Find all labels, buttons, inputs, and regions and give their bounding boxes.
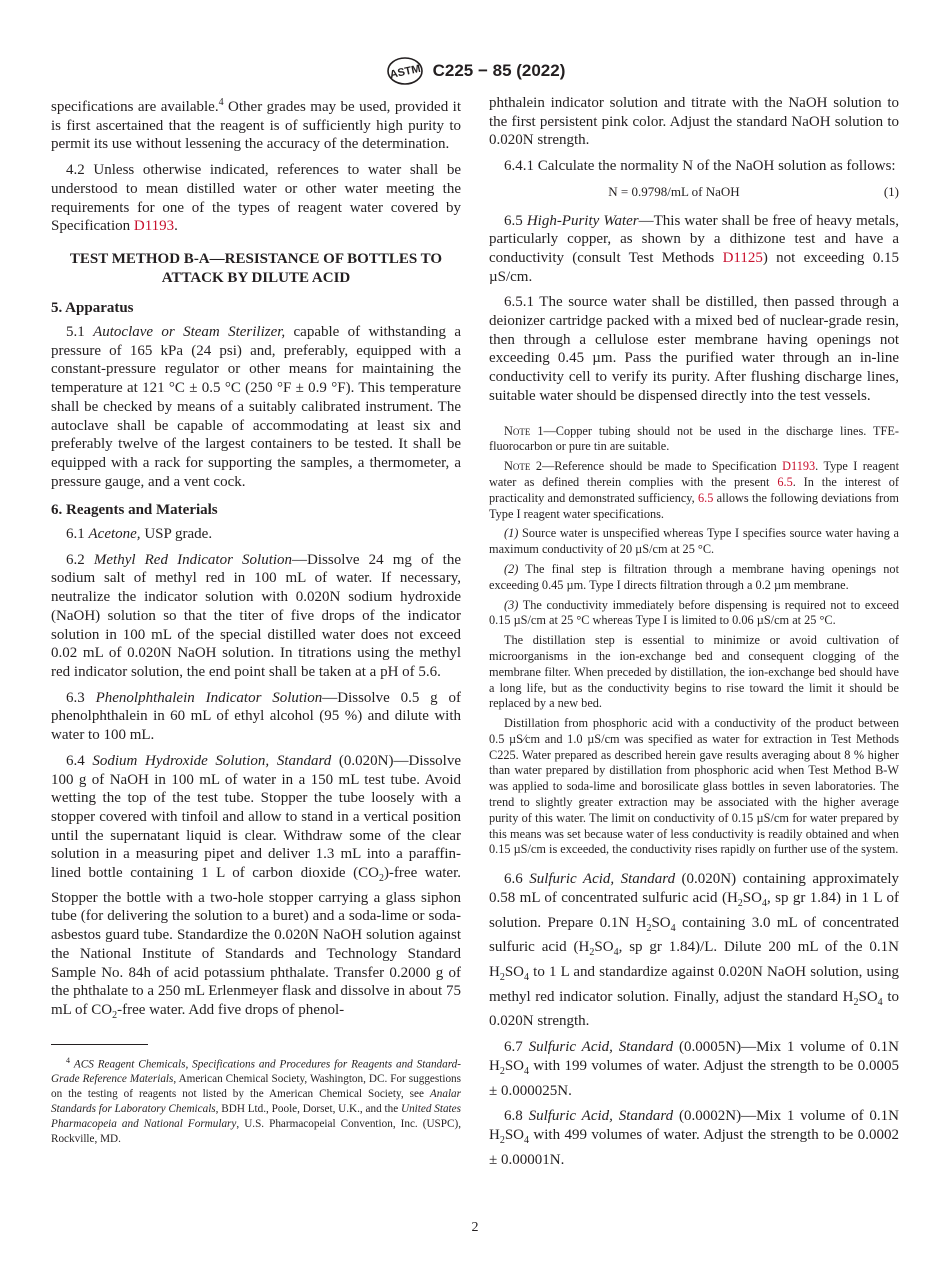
equation-body: N = 0.9798/mL of NaOH [608, 183, 740, 199]
paragraph-6-8: 6.8 Sulfuric Acid, Standard (0.0002N)—Mix 1 volume of 0.1N $H_2SO_4$ with 499 volumes of water. Adjust the strength to be 0.0002 ± 0.00001N. [489, 1108, 900, 1168]
footnote-ref: 4 [218, 97, 224, 108]
footnote-4: $^4$ ACS Reagent Chemicals, Specifications and Procedures for Reagents and Standard-Grade Reference Materials, American Chemical Society, Washington, DC. For suggestions on the testing of reagents not listed by the American Chemical Society, see Analar Standards for Laboratory Chemicals, BDH Ltd., Poole, Dorset, U.K., and the United States Pharmacopeia and National Formulary, U.S. Pharmacopeial Convention, Inc. (USPC), Rockville, MD. [51, 1055, 461, 1146]
equation-number: (1) [883, 183, 899, 199]
paragraph-6-1: 6.1 Acetone, USP grade. [66, 526, 213, 543]
paragraph-6-3: 6.3 Phenolphthalein Indicator Solution—Dissolve 0.5 g of phenolphthalein in 60 mL of ethyl alcohol (95 %) and dilute with water to 100 mL. [51, 689, 462, 744]
paragraph-6-4-1: 6.4.1 Calculate the normality N of the NaOH solution as follows: [504, 158, 896, 175]
paragraph-6-4: 6.4 Sodium Hydroxide Solution, Standard (0.020N)—Dissolve 100 g of NaOH in 100 mL of water in a 150 mL test tube. Avoid wetting the top of the test tube. Stopper the tube loosely with a stopper covered with tinfoil and allow to stand in a vertical position until the supernatant liquid is clear. Withdraw some of the clear solution in a measuring pipet and deliver 1.3 mL into a paraffin-lined bottle containing 1 L of carbon dioxide $(CO_2)$-free water. Stopper the bottle with a two-hole stopper carrying a glass siphon tube (for delivering the solution to a buret) and a soda-lime or soda-asbestos guard tube. Standardize the 0.020N NaOH solution against the National Institute of Standards and Technology Standard Sample No. 84h of acid potassium phthalate. Transfer 0.2000 g of the phthalate to a 250 mL Erlenmeyer flask and dissolve in about 75 mL of $CO_2$-free water. Add five drops of phenol- [51, 752, 461, 1021]
paragraph-6-2: 6.2 Methyl Red Indicator Solution—Dissolve 24 mg of the sodium salt of methyl red in 100 mL of water. If necessary, neutralize the indicator solution with 0.020N sodium hydroxide (NaOH) solution so that the titer of five drops of the indicator solution in 100 mL of the special distilled water does not exceed 0.02 mL of 0.020N NaOH solution. In titrations using the methyl red indicator solution, the end point shall be taken at a pH of 5.6. [51, 551, 461, 680]
note-1: Note 1—Copper tubing should not be used in the discharge lines. TFE-fluorocarbon or pure tin are suitable. [489, 423, 899, 454]
section-5-heading: 5. Apparatus [51, 300, 134, 317]
footnote-divider [51, 1044, 148, 1045]
note-2-item-3: (3) The conductivity immediately before dispensing is required not to exceed 0.15 µS/cm at 25 °C whereas Type I is limited to 0.06 µS/cm at 25 °C. [489, 597, 899, 628]
astm-logo-icon [385, 56, 425, 86]
paragraph-4-2: 4.2 Unless otherwise indicated, references to water shall be understood to mean distilled water or other water meeting the requirements for one of the types of reagent water covered by Specification D1193. [51, 162, 461, 235]
equation-1 [489, 183, 899, 202]
link-d1193-note[interactable]: D1193 [782, 459, 816, 474]
page-header [0, 56, 950, 86]
page-number: 2 [471, 1220, 479, 1235]
paragraph-6-5-1: 6.5.1 The source water shall be distilled, then passed through a deionizer cartridge packed with a mixed bed of nuclear-grade resin, then through a cellulose ester membrane having openings not exceeding 0.45 µm. Pass the purified water through an in-line conductivity cell to verify its purity. After flushing discharge lines, suitable water should be dispensed directly into the test vessels. [489, 294, 899, 404]
note-2-item-2: (2) The final step is filtration through a membrane having openings not exceeding 0.45 µm. Type I directs filtration through a 0.2 µm membrane. [489, 561, 899, 592]
link-d1193[interactable]: D1193 [133, 218, 175, 235]
note-2-paragraph-b: Distillation from phosphoric acid with a conductivity of the product between 0.5 µS⁄cm and 1.0 µS/cm was specified as water for extraction in Test Methods C225. Water prepared as described herein gave results averaging about 8 % higher than water prepared by distillation from phosphoric acid when Test Method B-W was applied to soda-lime and borosilicate glass bottles in seven laboratories. The trend to slightly greater extraction may be associated with the higher average purity of this water. The limit on conductivity of 0.15 µS/cm for water prepared by this means was set because water of less conductivity is readily obtained and when 0.15 µS/cm is exceeded, the conductivity rises rapidly on further use of the system. [489, 716, 899, 857]
paragraph-6-4-continued: phthalein indicator solution and titrate with the NaOH solution to the first persistent pink color. Adjust the standard NaOH solution to 0.020N strength. [489, 95, 899, 149]
link-6-5-a[interactable]: 6.5 [777, 474, 793, 489]
note-2: Note 2—Reference should be made to Specification D1193. Type I reagent water as defined therein complies with the present 6.5. In the interest of practicality and demonstrated sufficiency, 6.5 allows the following deviations from Type I reagent water specifications. [489, 459, 900, 521]
left-column [51, 94, 461, 1147]
paragraph-6-5: 6.5 High-Purity Water—This water shall be free of heavy metals, particularly copper, as shown by a dithizone test and have a conductivity (consult Test Methods D1125) not exceeding 0.15 µS/cm. [489, 212, 899, 285]
link-6-5-b[interactable]: 6.5 [697, 490, 714, 505]
paragraph-4-1-continued: specifications are available.$^4$ Other grades may be used, provided it is first ascertained that the reagent is of sufficiently high purity to permit its use without lessening the accuracy of the determination. [51, 97, 461, 153]
svg-text:ASTM: ASTM [388, 62, 422, 82]
test-method-heading: TEST METHOD B-A—RESISTANCE OF BOTTLES TO ATTACK BY DILUTE ACID [69, 250, 443, 286]
note-2-paragraph-a: The distillation step is essential to minimize or avoid cultivation of microorganisms in the ion-exchange bed and consequent clogging of the membrane filter. When preceded by distillation, the ion-exchange bed should have a long life, but as the conductivity begins to rise toward the limit it should be replaced by a new bed. [489, 633, 899, 711]
section-6-heading: 6. Reagents and Materials [51, 502, 218, 519]
document-designation: C225 − 85 (2022) [432, 61, 566, 80]
link-d1125[interactable]: D1125 [722, 249, 763, 266]
paragraph-6-6: 6.6 Sulfuric Acid, Standard (0.020N) containing approximately 0.58 mL of concentrated sulfuric acid ($H_2SO_4$, sp gr 1.84) in 1 L of solution. Prepare 0.1N $H_2SO_4$ containing 3.0 mL of concentrated sulfuric acid ($H_2SO_4$, sp gr 1.84)/L. Dilute 200 mL of the 0.1N $H_2SO_4$ to 1 L and standardize against 0.020N NaOH solution, using methyl red indicator solution. Finally, adjust the standard $H_2SO_4$ to 0.020N strength. [489, 871, 900, 1030]
paragraph-5-1: 5.1 Autoclave or Steam Sterilizer, capable of withstanding a pressure of 165 kPa (24 psi) and, preferably, equipped with a constant-pressure regulator or other means for maintaining the temperature at 121 °C ± 0.5 °C (250 °F ± 0.9 °F). This temperature shall be checked by means of a suitably calibrated instrument. The autoclave shall be capable of accommodating at least six and preferably twelve of the largest containers to be tested. It shall be equipped with a rack for supporting the samples, a thermometer, a pressure gauge, and a vent cock. [51, 324, 461, 490]
note-2-item-1: (1) Source water is unspecified whereas Type I specifies source water having a maximum conductivity of 20 µS/cm at 25 °C. [489, 526, 899, 557]
right-column [489, 94, 899, 1176]
paragraph-6-7: 6.7 Sulfuric Acid, Standard (0.0005N)—Mix 1 volume of 0.1N $H_2SO_4$ with 199 volumes of water. Adjust the strength to be 0.0005 ± 0.000025N. [489, 1039, 900, 1099]
